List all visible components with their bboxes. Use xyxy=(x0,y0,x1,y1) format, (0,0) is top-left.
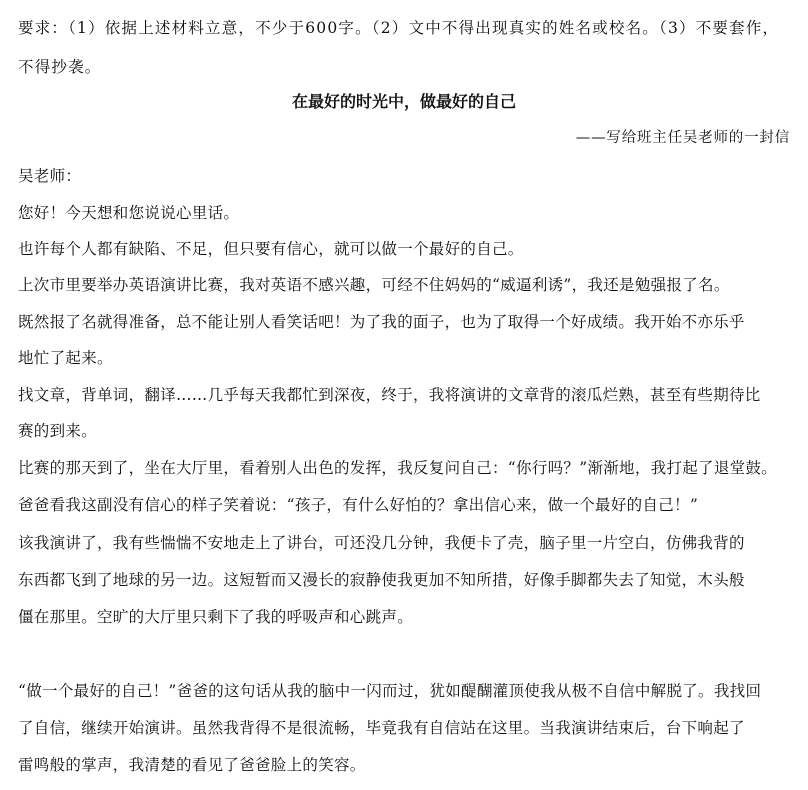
paragraph-line: 东西都飞到了地球的另一边。这短暂而又漫长的寂静使我更加不知所措，好像手脚都失去了知觉，木头般 xyxy=(18,571,745,589)
paragraph-line: 比赛的那天到了，坐在大厅里，看着别人出色的发挥，我反复问自己：“你行吗？”渐渐地，我打起了退堂鼓。 xyxy=(18,459,778,477)
requirements-line-1: 要求：（1）依据上述材料立意，不少于600字。（2）文中不得出现真实的姓名或校名。（3）不要套作， xyxy=(18,19,780,37)
paragraph-line: 地忙了起来。 xyxy=(18,349,113,367)
paragraph-line: 僵在那里。空旷的大厅里只剩下了我的呼吸声和心跳声。 xyxy=(18,608,414,626)
salutation: 吴老师： xyxy=(18,167,82,185)
essay-title: 在最好的时光中，做最好的自己 xyxy=(291,92,516,111)
requirements-line-2: 不得抄袭。 xyxy=(18,58,102,76)
paragraph-line: 您好！今天想和您说说心里话。 xyxy=(18,204,240,222)
paragraph-line: 雷鸣般的掌声，我清楚的看见了爸爸脸上的笑容。 xyxy=(18,756,366,774)
paragraph-line: 赛的到来。 xyxy=(18,422,98,440)
essay-subtitle: ——写给班主任吴老师的一封信 xyxy=(575,130,790,146)
paragraph-line: “做一个最好的自己！”爸爸的这句话从我的脑中一闪而过，犹如醍醐灌顶使我从极不自信中解脱了。我找回 xyxy=(18,682,762,700)
paragraph-line: 上次市里要举办英语演讲比赛，我对英语不感兴趣，可经不住妈妈的“威逼利诱”，我还是勉强报了名。 xyxy=(18,276,730,294)
paragraph-line: 了自信，继续开始演讲。虽然我背得不是很流畅，毕竟我有自信站在这里。当我演讲结束后，台下响起了 xyxy=(18,719,745,737)
paragraph-line: 既然报了名就得准备，总不能让别人看笑话吧！为了我的面子，也为了取得一个好成绩。我开始不亦乐乎 xyxy=(18,313,745,331)
paragraph-line: 也许每个人都有缺陷、不足，但只要有信心，就可以做一个最好的自己。 xyxy=(18,240,524,258)
paragraph-line: 爸爸看我这副没有信心的样子笑着说：“孩子，有什么好怕的？拿出信心来，做一个最好的自己！” xyxy=(18,496,699,514)
paragraph-line: 该我演讲了，我有些惴惴不安地走上了讲台，可还没几分钟，我便卡了壳，脑子里一片空白，仿佛我背的 xyxy=(18,534,745,552)
paragraph-line: 找文章，背单词，翻译……几乎每天我都忙到深夜，终于，我将演讲的文章背的滚瓜烂熟，甚至有些期待比 xyxy=(18,386,761,404)
